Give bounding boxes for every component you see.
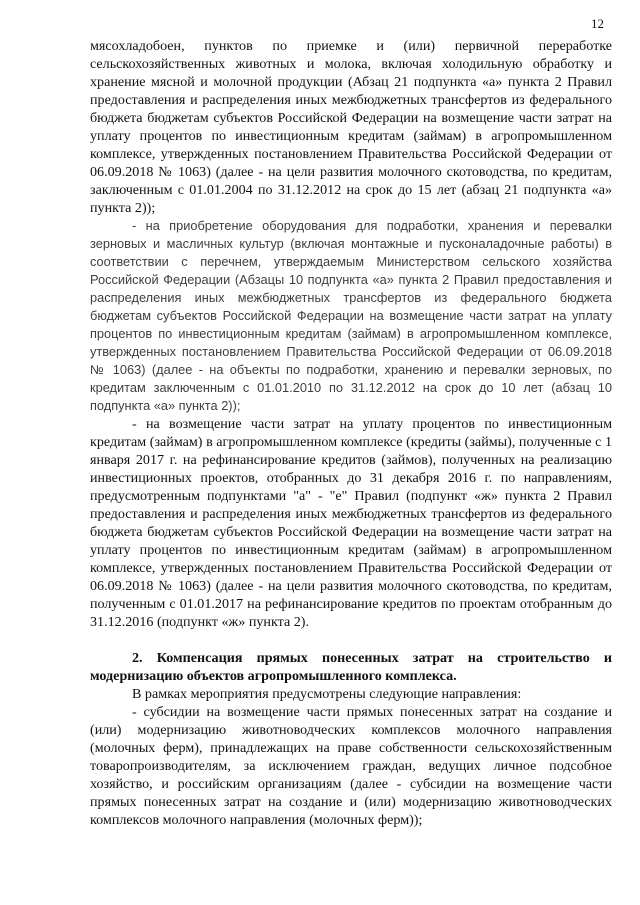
paragraph-intro: В рамках мероприятия предусмотрены следующие направления: — [132, 686, 522, 702]
paragraph-refinancing: - на возмещение части затрат на уплату процентов по инвестиционным кредитам (займам) в агропромышленном комплексе (кредиты (займы), полученные с 1 января 2017 г. на рефинансирование кредитов (займов), полученных на реализацию инвестиционных проектов, отобранных до 31 декабря 2016 г. по направлениям, предусмотренным подпунктами "а" - "е" Правил (подпункт «ж» пункта 2 Правил предоставления и распределения иных межбюджетных трансфертов из федерального бюджета бюджетам субъектов Российской Федерации на возмещение части затрат на уплату процентов по инвестиционным кредитам (займам) в агропромышленном комплексе, утвержденных постановлением Правительства Российской Федерации от 06.09.2018 № 1063) (далее - на цели развития молочного скотоводства, по кредитам, полученным с 01.01.2017 на рефинансирование кредитов по проектам отобранным до 31.12.2016 (подпункт «ж» пункта 2). — [90, 416, 612, 630]
page-number: 12 — [591, 16, 604, 31]
document-body — [90, 37, 612, 829]
paragraph-grain-equipment: - на приобретение оборудования для подработки, хранения и перевалки зерновых и масличных культур (включая монтажные и пусконаладочные работы) в соответствии с перечнем, утверждаемым Министерством сельского хозяйства Российской Федерации (Абзацы 10 подпункта «а» пункта 2 Правил предоставления и распределения иных межбюджетных трансфертов из федерального бюджета бюджетам субъектов Российской Федерации на возмещение части затрат на уплату процентов по инвестиционным кредитам (займам) в агропромышленном комплексе, утвержденных постановлением Правительства Российской Федерации от 06.09.2018 № 1063) (далее - на объекты по подработки, хранению и перевалки зерновых, по кредитам заключенным с 01.01.2010 по 31.12.2012 на срок до 10 лет (абзац 10 подпункта «а» пункта 2)); — [90, 218, 612, 413]
paragraph-subsidies: - субсидии на возмещение части прямых понесенных затрат на создание и (или) модернизацию животноводческих комплексов молочного направления (молочных ферм), принадлежащих на праве собственности сельскохозяйственным товаропроизводителям, за исключением граждан, ведущих личное подсобное хозяйство, и российским организациям (далее - субсидии на возмещение части прямых понесенных затрат на создание и (или) модернизацию животноводческих комплексов молочного направления (молочных ферм)); — [90, 704, 612, 828]
paragraph-spacer — [90, 631, 612, 649]
section-heading: 2. Компенсация прямых понесенных затрат на строительство и модернизацию объектов агропромышленного комплекса. — [90, 650, 612, 684]
paragraph-continuation: мясохладобоен, пунктов по приемке и (или) первичной переработке сельскохозяйственных животных и молока, включая холодильную обработку и хранение мясной и молочной продукции (Абзац 21 подпункта «а» пункта 2 Правил предоставления и распределения иных межбюджетных трансфертов из федерального бюджета бюджетам субъектов Российской Федерации на возмещение части затрат на уплату процентов по инвестиционным кредитам (займам) в агропромышленном комплексе, утвержденных постановлением Правительства Российской Федерации от 06.09.2018 № 1063) (далее - на цели развития молочного скотоводства, по кредитам, заключенным с 01.01.2004 по 31.12.2012 на срок до 15 лет (абзац 21 подпункта «а» пункта 2)); — [90, 38, 612, 216]
